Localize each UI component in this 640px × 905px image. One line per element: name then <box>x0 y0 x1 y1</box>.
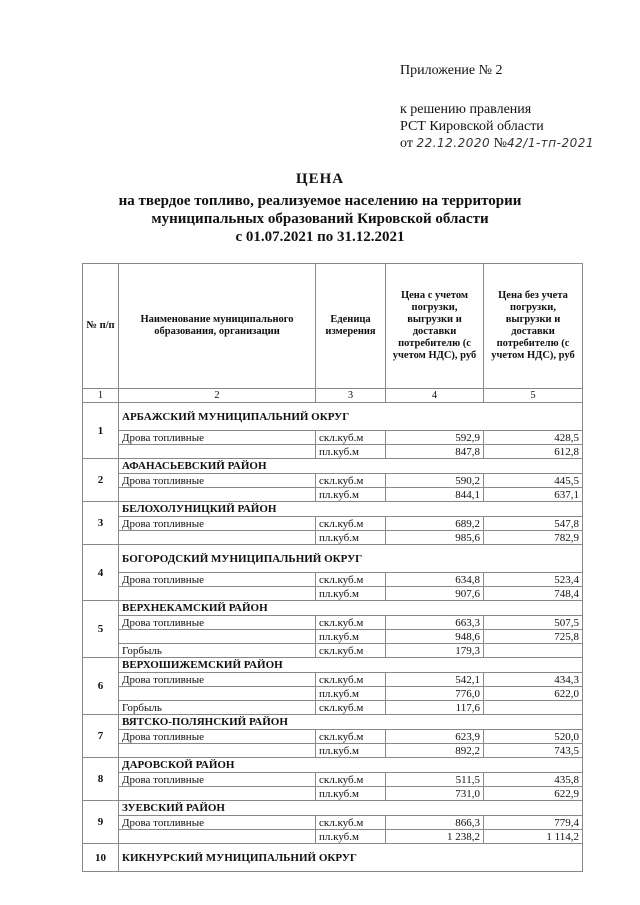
fuel-type <box>119 630 316 644</box>
price-without-delivery <box>484 701 583 715</box>
price-with-delivery: 542,1 <box>386 673 484 687</box>
table-row <box>83 630 583 644</box>
price-without-delivery: 612,8 <box>484 445 583 459</box>
table-row <box>83 701 583 715</box>
header-name: Наименование муниципального образования, организации <box>119 264 316 389</box>
region-row <box>83 758 583 773</box>
price-without-delivery: 445,5 <box>484 474 583 488</box>
price-without-delivery: 748,4 <box>484 587 583 601</box>
header-num: № п/п <box>83 264 119 389</box>
unit-of-measure: скл.куб.м <box>316 730 386 744</box>
region-name: АФАНАСЬЕВСКИЙ РАЙОН <box>119 459 583 474</box>
region-number: 2 <box>83 459 119 502</box>
fuel-type: Дрова топливные <box>119 773 316 787</box>
price-with-delivery: 592,9 <box>386 431 484 445</box>
fuel-type <box>119 488 316 502</box>
unit-of-measure: пл.куб.м <box>316 445 386 459</box>
table-row <box>83 744 583 758</box>
appendix-number-sign: № <box>493 136 508 151</box>
price-without-delivery: 782,9 <box>484 531 583 545</box>
fuel-type: Дрова топливные <box>119 816 316 830</box>
price-without-delivery: 435,8 <box>484 773 583 787</box>
unit-of-measure: скл.куб.м <box>316 701 386 715</box>
table-row <box>83 816 583 830</box>
price-with-delivery: 179,3 <box>386 644 484 658</box>
unit-of-measure: скл.куб.м <box>316 431 386 445</box>
table-row <box>83 830 583 844</box>
title-line-2: на твердое топливо, реализуемое населению на территории <box>118 193 522 209</box>
price-table <box>82 263 583 872</box>
table-row <box>83 573 583 587</box>
table-row <box>83 616 583 630</box>
region-number: 4 <box>83 545 119 601</box>
region-name: АРБАЖСКИЙ МУНИЦИПАЛЬНИЙ ОКРУГ <box>119 403 583 431</box>
price-with-delivery: 1 238,2 <box>386 830 484 844</box>
region-row <box>83 502 583 517</box>
price-without-delivery: 637,1 <box>484 488 583 502</box>
price-with-delivery: 623,9 <box>386 730 484 744</box>
unit-of-measure: пл.куб.м <box>316 531 386 545</box>
header-price-novat: Цена без учета погрузки, выгрузки и доставки потребителю (с учетом НДС), руб <box>484 264 583 389</box>
region-name: ВЕРХНЕКАМСКИЙ РАЙОН <box>119 601 583 616</box>
price-with-delivery: 907,6 <box>386 587 484 601</box>
fuel-type: Дрова топливные <box>119 573 316 587</box>
region-name: КИКНУРСКИЙ МУНИЦИПАЛЬНИЙ ОКРУГ <box>119 844 583 872</box>
region-name: ВЯТСКО-ПОЛЯНСКИЙ РАЙОН <box>119 715 583 730</box>
price-without-delivery: 523,4 <box>484 573 583 587</box>
region-number: 5 <box>83 601 119 658</box>
region-name: ВЕРХОШИЖЕМСКИЙ РАЙОН <box>119 658 583 673</box>
table-row <box>83 488 583 502</box>
price-with-delivery: 634,8 <box>386 573 484 587</box>
table-row <box>83 431 583 445</box>
price-with-delivery: 117,6 <box>386 701 484 715</box>
unit-of-measure: скл.куб.м <box>316 616 386 630</box>
unit-of-measure: скл.куб.м <box>316 573 386 587</box>
price-without-delivery: 520,0 <box>484 730 583 744</box>
handwritten-date: 22.12.2020 <box>416 136 491 150</box>
region-row <box>83 658 583 673</box>
price-with-delivery: 776,0 <box>386 687 484 701</box>
region-number: 6 <box>83 658 119 715</box>
column-index: 1 <box>83 389 119 403</box>
price-with-delivery: 511,5 <box>386 773 484 787</box>
region-row <box>83 545 583 573</box>
column-index: 2 <box>119 389 316 403</box>
price-without-delivery: 428,5 <box>484 431 583 445</box>
appendix-decision: к решению правления <box>400 102 532 117</box>
fuel-type: Горбыль <box>119 701 316 715</box>
unit-of-measure: пл.куб.м <box>316 587 386 601</box>
price-without-delivery: 725,8 <box>484 630 583 644</box>
fuel-type: Дрова топливные <box>119 431 316 445</box>
price-with-delivery: 847,8 <box>386 445 484 459</box>
price-without-delivery: 622,9 <box>484 787 583 801</box>
price-without-delivery: 434,3 <box>484 673 583 687</box>
unit-of-measure: пл.куб.м <box>316 630 386 644</box>
table-row <box>83 730 583 744</box>
price-without-delivery <box>484 644 583 658</box>
table-row <box>83 673 583 687</box>
price-with-delivery: 689,2 <box>386 517 484 531</box>
column-index-row <box>83 389 583 403</box>
fuel-type: Дрова топливные <box>119 616 316 630</box>
price-with-delivery: 663,3 <box>386 616 484 630</box>
fuel-type <box>119 787 316 801</box>
region-row <box>83 601 583 616</box>
appendix-authority: РСТ Кировской области <box>400 119 544 134</box>
fuel-type: Дрова топливные <box>119 730 316 744</box>
unit-of-measure: пл.куб.м <box>316 830 386 844</box>
price-with-delivery: 892,2 <box>386 744 484 758</box>
unit-of-measure: пл.куб.м <box>316 787 386 801</box>
unit-of-measure: скл.куб.м <box>316 517 386 531</box>
price-without-delivery: 622,0 <box>484 687 583 701</box>
region-row <box>83 715 583 730</box>
appendix-block <box>400 62 594 152</box>
fuel-type <box>119 830 316 844</box>
appendix-title: Приложение № 2 <box>400 63 503 78</box>
price-with-delivery: 590,2 <box>386 474 484 488</box>
region-number: 1 <box>83 403 119 459</box>
table-header-row <box>83 264 583 389</box>
price-without-delivery: 507,5 <box>484 616 583 630</box>
region-name: ДАРОВСКОЙ РАЙОН <box>119 758 583 773</box>
region-row <box>83 459 583 474</box>
region-name: ЗУЕВСКИЙ РАЙОН <box>119 801 583 816</box>
price-with-delivery: 844,1 <box>386 488 484 502</box>
fuel-type: Горбыль <box>119 644 316 658</box>
region-number: 9 <box>83 801 119 844</box>
region-row <box>83 801 583 816</box>
fuel-type <box>119 587 316 601</box>
unit-of-measure: пл.куб.м <box>316 488 386 502</box>
unit-of-measure: пл.куб.м <box>316 744 386 758</box>
title-period: с 01.07.2021 по 31.12.2021 <box>235 229 405 245</box>
column-index: 3 <box>316 389 386 403</box>
table-row <box>83 531 583 545</box>
price-without-delivery: 779,4 <box>484 816 583 830</box>
title-price: ЦЕНА <box>295 171 345 187</box>
unit-of-measure: скл.куб.м <box>316 644 386 658</box>
table-row <box>83 587 583 601</box>
column-index: 5 <box>484 389 583 403</box>
table-row <box>83 644 583 658</box>
price-with-delivery: 948,6 <box>386 630 484 644</box>
unit-of-measure: скл.куб.м <box>316 474 386 488</box>
table-row <box>83 773 583 787</box>
price-without-delivery: 1 114,2 <box>484 830 583 844</box>
handwritten-number: 42/1-тп-2021 <box>507 136 594 150</box>
region-number: 3 <box>83 502 119 545</box>
price-without-delivery: 743,5 <box>484 744 583 758</box>
table-row <box>83 474 583 488</box>
fuel-type <box>119 687 316 701</box>
column-index: 4 <box>386 389 484 403</box>
table-row <box>83 687 583 701</box>
price-with-delivery: 866,3 <box>386 816 484 830</box>
region-number: 10 <box>83 844 119 872</box>
fuel-type: Дрова топливные <box>119 474 316 488</box>
appendix-from: от <box>400 136 413 151</box>
price-with-delivery: 731,0 <box>386 787 484 801</box>
fuel-type <box>119 531 316 545</box>
unit-of-measure: скл.куб.м <box>316 673 386 687</box>
price-with-delivery: 985,6 <box>386 531 484 545</box>
unit-of-measure: скл.куб.м <box>316 773 386 787</box>
appendix-date-line <box>400 135 594 152</box>
fuel-type <box>119 445 316 459</box>
region-row <box>83 403 583 431</box>
unit-of-measure: скл.куб.м <box>316 816 386 830</box>
title-line-3: муниципальных образований Кировской области <box>151 211 489 227</box>
region-number: 8 <box>83 758 119 801</box>
table-row <box>83 517 583 531</box>
header-price-vat: Цена с учетом погрузки, выгрузки и доставки потребителю (с учетом НДС), руб <box>386 264 484 389</box>
region-name: БОГОРОДСКИЙ МУНИЦИПАЛЬНИЙ ОКРУГ <box>119 545 583 573</box>
price-without-delivery: 547,8 <box>484 517 583 531</box>
fuel-type: Дрова топливные <box>119 517 316 531</box>
document-title <box>0 170 640 246</box>
unit-of-measure: пл.куб.м <box>316 687 386 701</box>
table-row <box>83 787 583 801</box>
table-body <box>83 403 583 872</box>
fuel-type <box>119 744 316 758</box>
table-row <box>83 445 583 459</box>
region-row <box>83 844 583 872</box>
fuel-type: Дрова топливные <box>119 673 316 687</box>
region-number: 7 <box>83 715 119 758</box>
region-name: БЕЛОХОЛУНИЦКИЙ РАЙОН <box>119 502 583 517</box>
header-unit: Еденица измерения <box>316 264 386 389</box>
